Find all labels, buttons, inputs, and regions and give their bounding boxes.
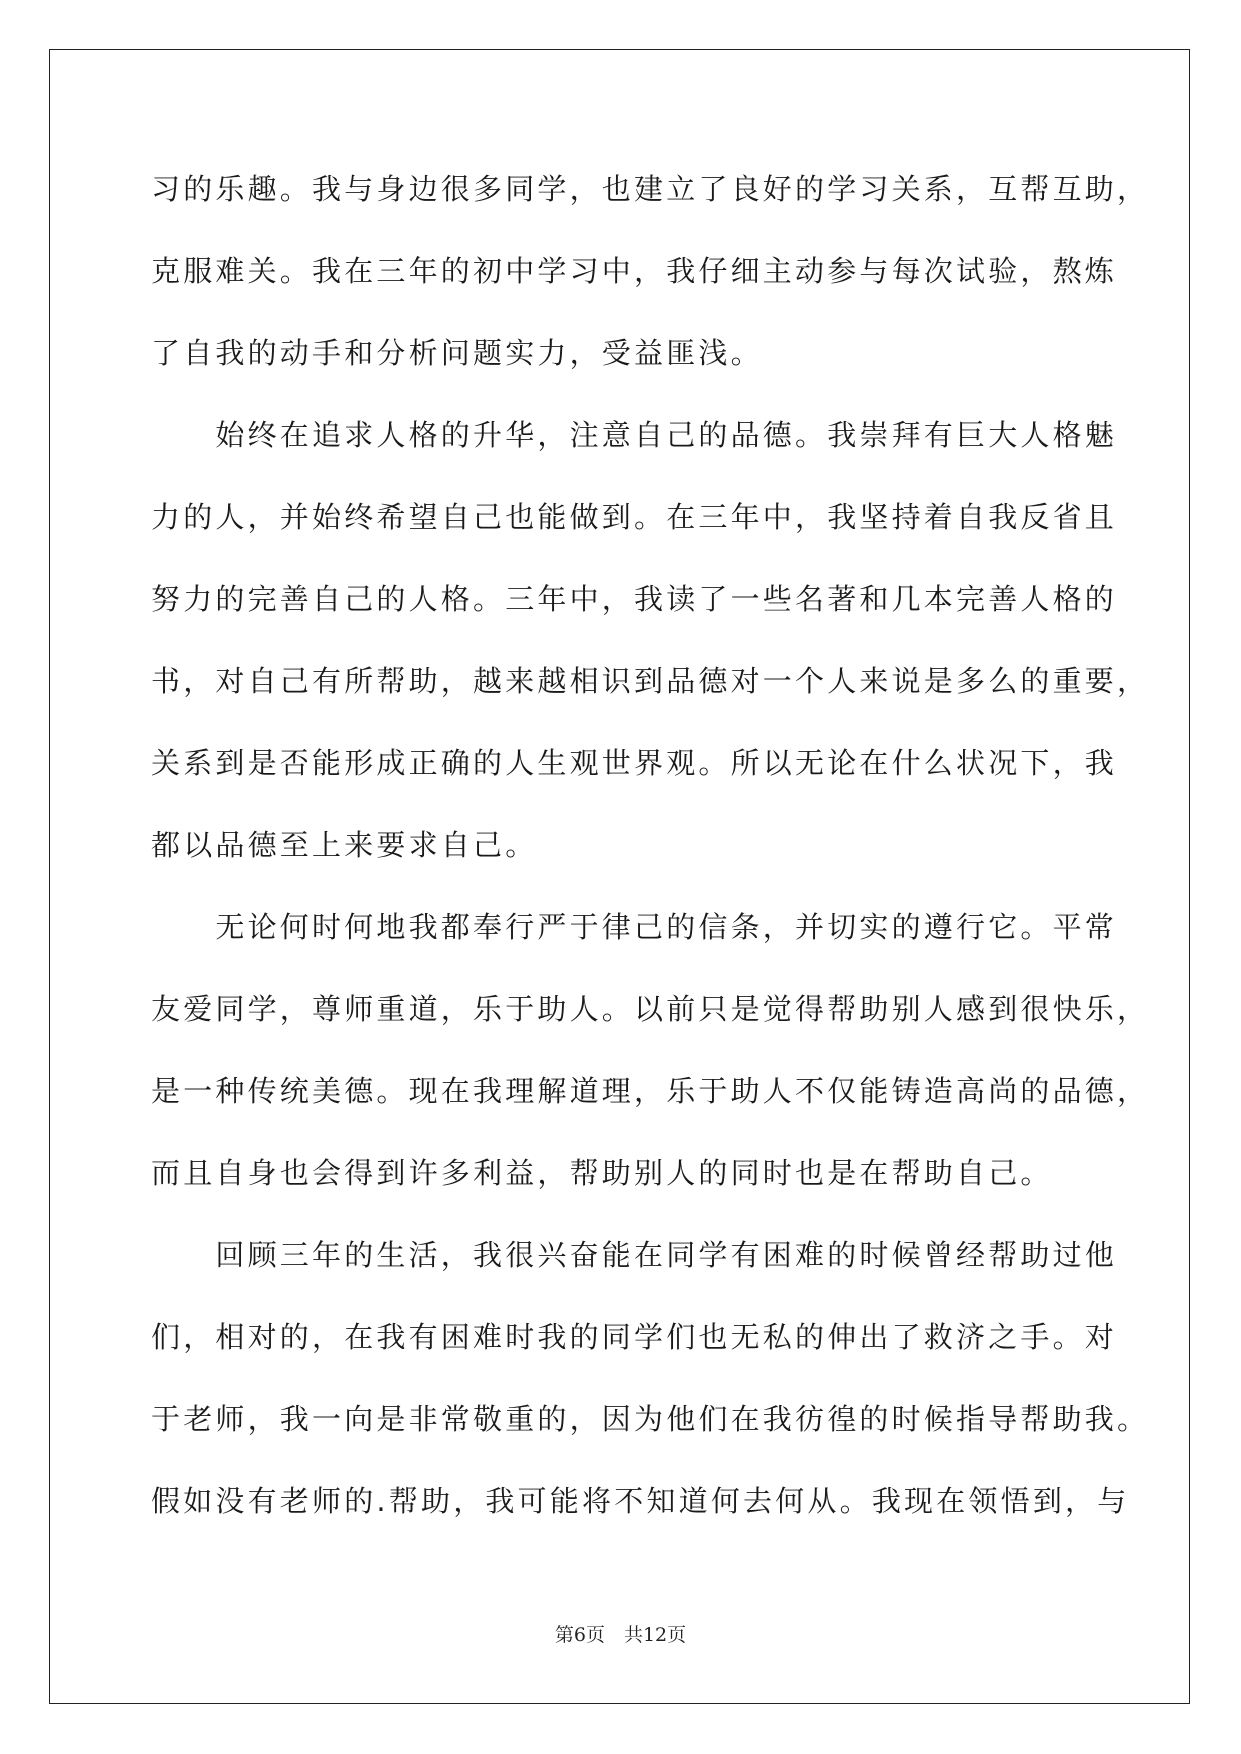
text-line: 努力的完善自己的人格。三年中，我读了一些名著和几本完善人格的: [151, 582, 1118, 616]
text-line: 们，相对的，在我有困难时我的同学们也无私的伸出了救济之手。对: [151, 1320, 1118, 1354]
text-line: 始终在追求人格的升华，注意自己的品德。我崇拜有巨大人格魅: [151, 418, 1118, 452]
page-number-footer: 第6页 共12页: [554, 1624, 687, 1646]
text-line: 回顾三年的生活，我很兴奋能在同学有困难的时候曾经帮助过他: [151, 1238, 1118, 1272]
text-line: 书，对自己有所帮助，越来越相识到品德对一个人来说是多么的重要，: [151, 664, 1150, 698]
text-line: 而且自身也会得到许多利益，帮助别人的同时也是在帮助自己。: [151, 1156, 1053, 1190]
text-line: 习的乐趣。我与身边很多同学，也建立了良好的学习关系，互帮互助，: [151, 172, 1150, 206]
text-line: 关系到是否能形成正确的人生观世界观。所以无论在什么状况下，我: [151, 746, 1118, 780]
text-line: 克服难关。我在三年的初中学习中，我仔细主动参与每次试验，熬炼: [151, 254, 1118, 288]
document-body: [151, 148, 1150, 1542]
text-line: 了自我的动手和分析问题实力，受益匪浅。: [151, 336, 763, 370]
text-line: 无论何时何地我都奉行严于律己的信条，并切实的遵行它。平常: [151, 910, 1118, 944]
text-line: 是一种传统美德。现在我理解道理，乐于助人不仅能铸造高尚的品德，: [151, 1074, 1150, 1108]
text-line: 力的人，并始终希望自己也能做到。在三年中，我坚持着自我反省且: [151, 500, 1118, 534]
text-line: 于老师，我一向是非常敬重的，因为他们在我彷徨的时候指导帮助我。: [151, 1402, 1150, 1436]
text-line: 假如没有老师的.帮助，我可能将不知道何去何从。我现在领悟到，与: [151, 1484, 1130, 1518]
text-line: 都以品德至上来要求自己。: [151, 828, 538, 862]
text-line: 友爱同学，尊师重道，乐于助人。以前只是觉得帮助别人感到很快乐，: [151, 992, 1150, 1026]
